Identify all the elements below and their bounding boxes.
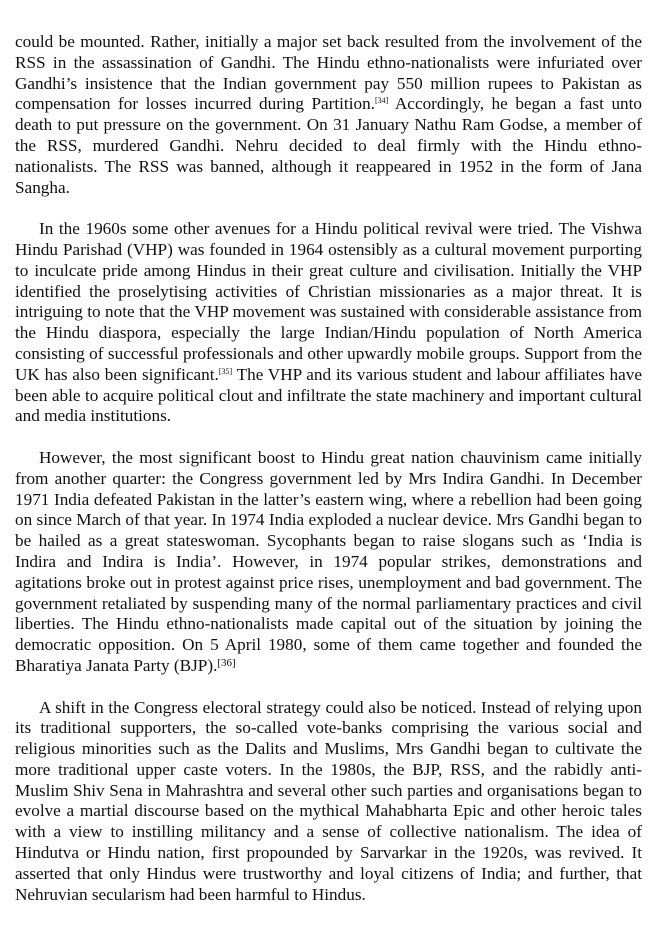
paragraph — [15, 698, 642, 906]
paragraph-text: could be mounted. Rather, initially a major set back resulted from the involvement of the RSS in the assassination of Gandhi. The Hindu ethno-nationalists were infuriated over Gandhi’s insistence that the Indian government pay 550 million rupees to Pakistan as compensation for losses incurred during Partition. — [15, 32, 642, 114]
document-page — [15, 32, 642, 926]
footnote-marker[interactable]: [34] — [374, 96, 389, 106]
paragraph-text: Accordingly, he began a fast unto death to put pressure on the government. On 31 January Nathu Ram Godse, a member of the RSS, murdered Gandhi. Nehru decided to deal firmly with the Hindu ethno-nationalists. The RSS was banned, although it reappeared in 1952 in the form of Jana Sangha. — [15, 94, 643, 197]
footnote-marker[interactable]: [36] — [217, 656, 236, 669]
paragraph — [15, 219, 642, 427]
paragraph-text: In the 1960s some other avenues for a Hindu political revival were tried. The Vishwa Hindu Parishad (VHP) was founded in 1964 ostensibly as a cultural movement purporting to inculcate pride among Hindus in their great culture and civilisation. Initially the VHP identified the proselytising activities of Christian missionaries as a major threat. It is intriguing to note that the VHP movement was sustained with considerable assistance from the Hindu diaspora, especially the large Indian/Hindu population of North America consisting of successful professionals and other upwardly mobile groups. Support from the UK has also been significant. — [15, 219, 642, 384]
paragraph — [15, 32, 642, 198]
paragraph — [15, 448, 642, 677]
paragraph-text: The VHP and its various student and labour affiliates have been able to acquire political clout and infiltrate the state machinery and important cultural and media institutions. — [15, 364, 642, 426]
paragraph-text: However, the most significant boost to Hindu great nation chauvinism came initially from another quarter: the Congress government led by Mrs Indira Gandhi. In December 1971 India defeated Pakistan in the latter’s eastern wing, where a rebellion had been going on since March of that year. In 1974 India exploded a nuclear device. Mrs Gandhi began to be hailed as a great stateswoman. Sycophants began to raise slogans such as ‘India is Indira and Indira is India’. However, in 1974 popular strikes, demonstrations and agitations broke out in protest against price rises, unemployment and bad government. The government retaliated by suspending many of the normal parliamentary practices and civil liberties. The Hindu ethno-nationalists made capital out of the situation by joining the democratic opposition. On 5 April 1980, some of them came together and founded the Bharatiya Janata Party (BJP). — [15, 447, 642, 675]
paragraph-text: A shift in the Congress electoral strategy could also be noticed. Instead of relying upon its traditional supporters, the so-called vote-banks comprising the various social and religious minorities such as the Dalits and Muslims, Mrs Gandhi began to cultivate the more traditional upper caste voters. In the 1980s, the BJP, RSS, and the rabidly anti-Muslim Shiv Sena in Mahrashtra and several other such parties and organisations began to evolve a martial discourse based on the mythical Mahabharta Epic and other heroic tales with a view to instilling militancy and a sense of collective nationalism. The idea of Hindutva or Hindu nation, first propounded by Sarvarkar in the 1920s, was revived. It asserted that only Hindus were trustworthy and loyal citizens of India; and further, that Nehruvian secularism had been harmful to Hindus. — [15, 697, 642, 904]
footnote-marker[interactable]: [35] — [218, 366, 233, 376]
